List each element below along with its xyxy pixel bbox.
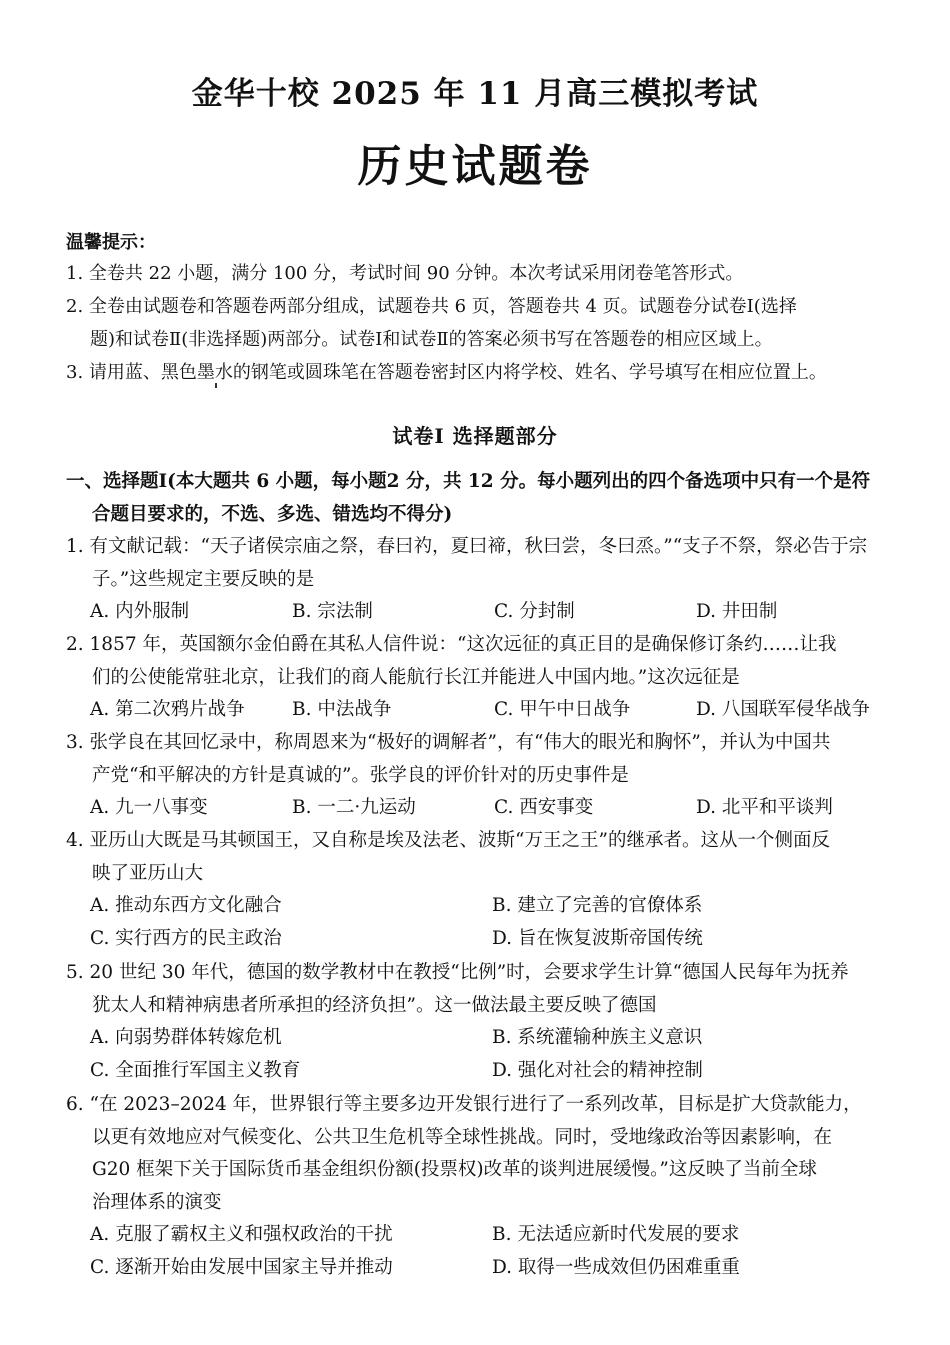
option-a: A. 九一八事变 bbox=[90, 797, 208, 818]
options-row bbox=[66, 694, 906, 727]
options-row bbox=[66, 1252, 906, 1285]
option-b: B. 无法适应新时代发展的要求 bbox=[492, 1224, 740, 1245]
option-c: C. 西安事变 bbox=[494, 797, 594, 818]
question-line: 3. 张学良在其回忆录中，称周恩来为“极好的调解者”，有“伟大的眼光和胸怀”，并认为中国共 bbox=[66, 732, 831, 753]
stray-mark bbox=[215, 383, 217, 388]
option-c: C. 逐渐开始由发展中国家主导并推动 bbox=[90, 1256, 393, 1278]
option-a: A. 克服了霸权主义和强权政治的干扰 bbox=[90, 1224, 393, 1245]
exam-title: 金华十校 2025 年 11 月高三模拟考试 bbox=[191, 76, 759, 112]
notice-item-2 bbox=[66, 290, 906, 356]
notice-heading: 温馨提示： bbox=[66, 232, 156, 253]
question-1 bbox=[66, 531, 906, 629]
option-c: C. 实行西方的民主政治 bbox=[90, 927, 282, 949]
question-line: 犹太人和精神病患者所承担的经济负担”。这一做法最主要反映了德国 bbox=[92, 994, 657, 1016]
options-row bbox=[66, 1055, 906, 1088]
option-c: C. 全面推行军国主义教育 bbox=[90, 1059, 301, 1081]
option-c: C. 分封制 bbox=[494, 601, 575, 622]
instruction-line: 一、选择题Ⅰ(本大题共 6 小题，每小题2 分，共 12 分。每小题列出的四个备选项中只有一个是符 bbox=[66, 471, 871, 492]
options-row bbox=[66, 890, 906, 923]
options-row bbox=[66, 1022, 906, 1055]
option-a: A. 向弱势群体转嫁危机 bbox=[90, 1027, 282, 1048]
question-line: 6. “在 2023–2024 年，世界银行等主要多边开发银行进行了一系列改革，目标是扩大贷款能力， bbox=[66, 1094, 862, 1115]
option-b: B. 宗法制 bbox=[292, 601, 373, 622]
instruction-line: 合题目要求的，不选、多选、错选均不得分) bbox=[92, 503, 453, 525]
question-line: 5. 20 世纪 30 年代，德国的数学教材中在教授“比例”时，会要求学生计算“德国人民每年为抚养 bbox=[66, 962, 849, 983]
question-line: 2. 1857 年，英国额尔金伯爵在其私人信件说：“这次远征的真正目的是确保修订条约……让我 bbox=[66, 634, 837, 655]
option-a: A. 推动东西方文化融合 bbox=[90, 895, 282, 916]
option-d: D. 北平和平谈判 bbox=[696, 797, 833, 818]
option-d: D. 强化对社会的精神控制 bbox=[492, 1059, 703, 1081]
notice-item-3 bbox=[66, 356, 906, 389]
question-line: 以更有效地应对气候变化、公共卫生危机等全球性挑战。同时，受地缘政治等因素影响，在 bbox=[92, 1126, 833, 1148]
question-line: 1. 有文献记载：“天子诸侯宗庙之祭，春曰礿，夏曰禘，秋曰尝，冬曰烝。”“支子不祭，祭必告于宗 bbox=[66, 536, 868, 557]
options-row bbox=[66, 596, 906, 629]
notice-item-1 bbox=[66, 257, 906, 290]
options-row bbox=[66, 1219, 906, 1252]
question-line: 们的公使能常驻北京，让我们的商人能航行长江并能进人中国内地。”这次远征是 bbox=[92, 666, 740, 688]
options-row bbox=[66, 923, 906, 956]
exam-subject-title: 历史试题卷 bbox=[357, 141, 593, 192]
question-3 bbox=[66, 727, 906, 825]
option-d: D. 八国联军侵华战争 bbox=[696, 699, 870, 720]
notice-line: 题)和试卷Ⅱ(非选择题)两部分。试卷Ⅰ和试卷Ⅱ的答案必须书写在答题卷的相应区域上。 bbox=[90, 329, 773, 350]
option-d: D. 旨在恢复波斯帝国传统 bbox=[492, 927, 703, 949]
question-line: 产党“和平解决的方针是真诚的”。张学良的评价针对的历史事件是 bbox=[92, 764, 629, 786]
option-d: D. 取得一些成效但仍困难重重 bbox=[492, 1256, 740, 1278]
question-5 bbox=[66, 957, 906, 1087]
question-4 bbox=[66, 825, 906, 955]
notice-line: 2. 全卷由试题卷和答题卷两部分组成，试题卷共 6 页，答题卷共 4 页。试题卷分试卷Ⅰ(选择 bbox=[66, 296, 797, 317]
question-line: 映了亚历山大 bbox=[92, 862, 204, 884]
option-b: B. 系统灌输种族主义意识 bbox=[492, 1027, 703, 1048]
question-line: G20 框架下关于国际货币基金组织份额(投票权)改革的谈判进展缓慢。”这反映了当前全球 bbox=[92, 1159, 817, 1180]
option-d: D. 井田制 bbox=[696, 601, 778, 622]
option-b: B. 中法战争 bbox=[292, 699, 392, 720]
notice-line: 3. 请用蓝、黑色墨水的钢笔或圆珠笔在答题卷密封区内将学校、姓名、学号填写在相应位置上。 bbox=[66, 362, 827, 383]
options-row bbox=[66, 792, 906, 825]
question-line: 治理体系的演变 bbox=[92, 1191, 222, 1213]
section-title: 试卷Ⅰ 选择题部分 bbox=[392, 424, 558, 448]
option-b: B. 一二·九运动 bbox=[292, 797, 416, 818]
question-line: 4. 亚历山大既是马其顿国王，又自称是埃及法老、波斯“万王之王”的继承者。这从一个侧面反 bbox=[66, 830, 830, 851]
option-a: A. 内外服制 bbox=[90, 601, 190, 622]
question-2 bbox=[66, 629, 906, 727]
section-instruction bbox=[66, 466, 906, 531]
option-a: A. 第二次鸦片战争 bbox=[90, 699, 245, 720]
question-6 bbox=[66, 1089, 906, 1284]
option-c: C. 甲午中日战争 bbox=[494, 699, 631, 720]
question-line: 子。”这些规定主要反映的是 bbox=[92, 568, 315, 590]
option-b: B. 建立了完善的官僚体系 bbox=[492, 895, 703, 916]
notice-line: 1. 全卷共 22 小题，满分 100 分，考试时间 90 分钟。本次考试采用闭卷笔答形式。 bbox=[66, 263, 744, 284]
